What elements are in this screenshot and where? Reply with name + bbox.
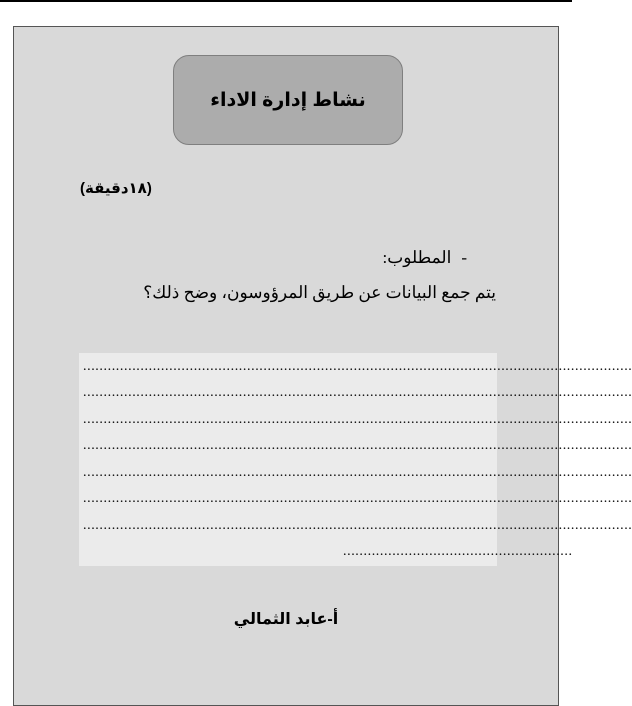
answer-line: ......................................................................................................................................: [83, 359, 632, 374]
answer-line: ......................................................................................................................................: [83, 518, 632, 533]
answer-area[interactable]: [79, 353, 632, 566]
answer-line: ......................................................................................................................................: [83, 465, 632, 480]
answer-line: ......................................................................................................................................: [83, 491, 632, 506]
activity-title: نشاط إدارة الاداء: [210, 89, 366, 111]
required-bullet: -: [461, 248, 467, 267]
duration-label: (١٨دقيقة): [80, 180, 152, 197]
answer-line: ......................................................................................................................................: [83, 438, 632, 453]
top-border-rule: [0, 0, 572, 2]
question-text: يتم جمع البيانات عن طريق المرؤوسون، وضح ذلك؟: [143, 283, 496, 302]
required-heading: [383, 248, 468, 268]
answer-line-last: ........................................................: [343, 544, 573, 559]
answer-line: ......................................................................................................................................: [83, 412, 632, 427]
required-label: المطلوب:: [382, 248, 452, 267]
worksheet-page: [13, 26, 632, 706]
author-name: أ-عابد الثمالي: [233, 611, 339, 628]
title-banner: [173, 55, 403, 145]
answer-line: ......................................................................................................................................: [83, 385, 632, 400]
